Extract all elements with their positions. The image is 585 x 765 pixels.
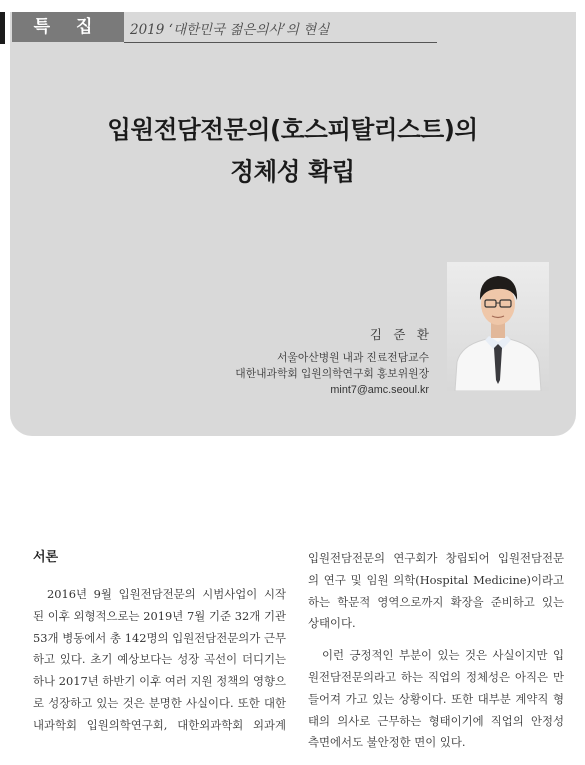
intro-paragraph	[33, 584, 286, 737]
section-tag: 특 집	[12, 12, 124, 42]
author-photo	[447, 262, 549, 391]
author-affiliation-1: 서울아산병원 내과 진료전담교수	[276, 352, 429, 364]
text-line: 내과학회 입원의학연구회, 대한외과학회 외과계	[33, 717, 286, 732]
section-heading: 서론	[33, 550, 59, 565]
text-line: 의 연구 및 임원 의학(Hospital Medicine)이라고	[308, 572, 564, 587]
tag-marker	[0, 12, 5, 44]
author-portrait-image	[447, 262, 549, 391]
body-column-right	[308, 548, 564, 764]
text-line: 된 이후 외형적으로는 2019년 7월 기준 32개 기관	[33, 608, 286, 623]
text-line: 입원전담전문의 연구회가 창립되어 입원전담전문	[308, 551, 564, 565]
text-line: 상태이다.	[308, 616, 356, 631]
author-email: mint7@amc.seoul.kr	[330, 384, 429, 396]
article-title	[0, 109, 585, 193]
text-line: 하고 있다. 초기 예상보다는 성장 곡선이 더디기는	[33, 652, 286, 667]
title-line-1: 입원전담전문의(호스피탈리스트)의	[107, 115, 478, 144]
section-header	[0, 0, 585, 44]
text-line: 들어져 가고 있는 상황이다. 또한 대부분 계약직 형	[308, 691, 564, 706]
text-line: 53개 병동에서 총 142명의 입원전담전문의가 근무	[33, 630, 286, 645]
header-rule	[124, 42, 437, 43]
text-line: 하나 2017년 하반기 이후 여러 지원 정책의 영향으	[33, 674, 286, 689]
paragraph-continued	[308, 548, 564, 635]
text-line: 이런 긍정적인 부분이 있는 것은 사실이지만 입	[322, 648, 564, 663]
author-name: 김 준 환	[369, 328, 433, 342]
body-column-left	[33, 548, 286, 747]
text-line: 원전담전문의라고 하는 직업의 정체성은 아직은 만	[308, 669, 564, 684]
text-line: 측면에서도 불안정한 면이 있다.	[308, 735, 466, 750]
series-title: 2019 ‘대한민국 젊은의사’의 현실	[130, 22, 330, 38]
text-line: 하는 학문적 영역으로까지 확장을 준비하고 있는	[308, 594, 564, 609]
author-affiliation-2: 대한내과학회 입원의학연구회 홍보위원장	[235, 368, 429, 380]
author-info	[235, 325, 433, 398]
text-line: 로 성장하고 있는 것은 분명한 사실이다. 또한 대한	[33, 695, 286, 710]
title-line-2: 정체성 확립	[230, 157, 355, 186]
text-line: 태의 의사로 근무하는 형태이기에 직업의 안정성	[308, 713, 564, 728]
text-line: 2016년 9월 입원전담전문의 시범사업이 시작	[47, 587, 286, 601]
paragraph-second	[308, 645, 564, 754]
